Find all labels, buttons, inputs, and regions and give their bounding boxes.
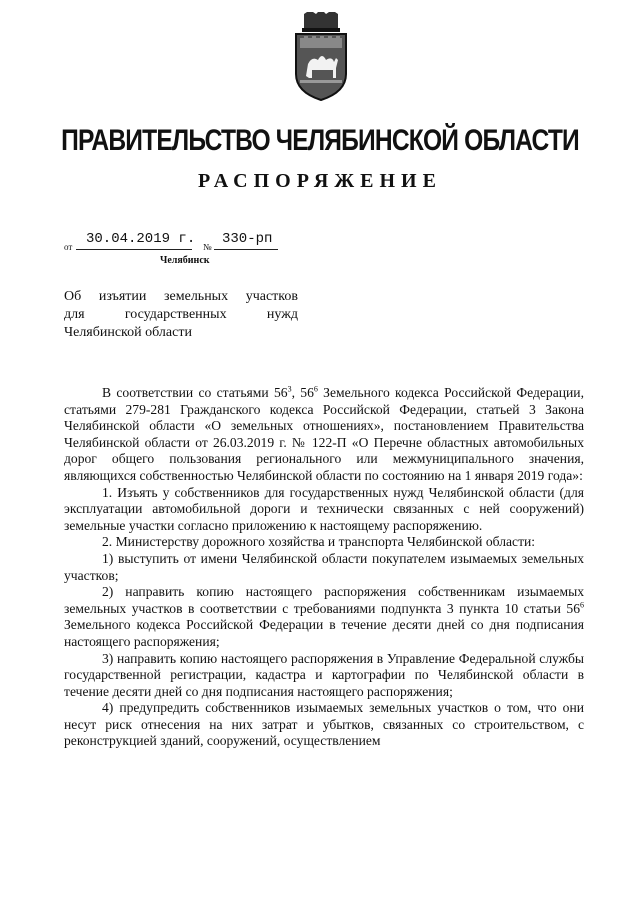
coat-of-arms-icon: [290, 12, 352, 102]
body-paragraph: [64, 385, 584, 485]
superscript: 3: [287, 384, 292, 394]
subject-line: Челябинской области: [64, 325, 192, 340]
text-run: , 56: [291, 385, 314, 400]
superscript: 6: [313, 384, 318, 394]
body-paragraph: 2. Министерству дорожного хозяйства и транспорта Челябинской области:: [102, 534, 536, 550]
text-run: Земельного кодекса Российской Федерации, статьями 279-281 Гражданского кодекса Российской Федерации, статьей 3 Закона Челябинской области «О земельных отношениях», постановлением Правительства Челябинской области от 26.03.2019 г. № 122-П «О Перечне областных автомобильных дорог общего пользования регионального или межмуниципального значения, являющихся собственностью Челябинской области по состоянию на 1 января 2019 года»:: [64, 385, 584, 483]
document-type: РАСПОРЯЖЕНИЕ: [198, 170, 442, 192]
superscript: 6: [580, 600, 584, 610]
city-name: Челябинск: [160, 255, 210, 266]
organization-title: ПРАВИТЕЛЬСТВО ЧЕЛЯБИНСКОЙ ОБЛАСТИ: [61, 124, 579, 157]
body-paragraph: [64, 584, 584, 650]
subject-line: Об изъятии земельных участков: [64, 289, 298, 304]
body-paragraph: 3) направить копию настоящего распоряжения в Управление Федеральной службы государственной регистрации, кадастра и картографии по Челябинской области в течение десяти дней со дня подписания настоящего распоряжения;: [64, 650, 584, 699]
body-paragraph: 4) предупредить собственников изымаемых земельных участков о том, что они несут риск отнесения на них затрат и убытков, связанных со строительством, с реконструкцией зданий, сооружений, осуществлением: [64, 700, 584, 749]
text-run: Земельного кодекса Российской Федерации в течение десяти дней со дня подписания настоящего распоряжения;: [64, 617, 584, 649]
subject-line: для государственных нужд: [64, 307, 298, 322]
number-prefix: №: [203, 242, 212, 252]
document-body: [64, 385, 584, 750]
document-subject: [64, 288, 298, 342]
date-underline: [76, 249, 192, 250]
body-paragraph: 1. Изъять у собственников для государственных нужд Челябинской области (для эксплуатации автомобильной дороги и технически связанных с ней сооружений) земельные участки согласно приложению к настоящему распоряжению.: [64, 484, 584, 533]
date-prefix: от: [64, 242, 73, 252]
document-date: 30.04.2019 г.: [86, 231, 196, 247]
document-number: 330-рп: [222, 231, 273, 247]
number-underline: [214, 249, 278, 250]
body-paragraph: 1) выступить от имени Челябинской области покупателем изымаемых земельных участков;: [64, 550, 584, 583]
text-run: В соответствии со статьями 56: [102, 385, 288, 400]
text-run: 2) направить копию настоящего распоряжения собственникам изымаемых земельных участков в соответствии с требованиями подпункта 3 пункта 10 статьи 56: [64, 584, 584, 616]
